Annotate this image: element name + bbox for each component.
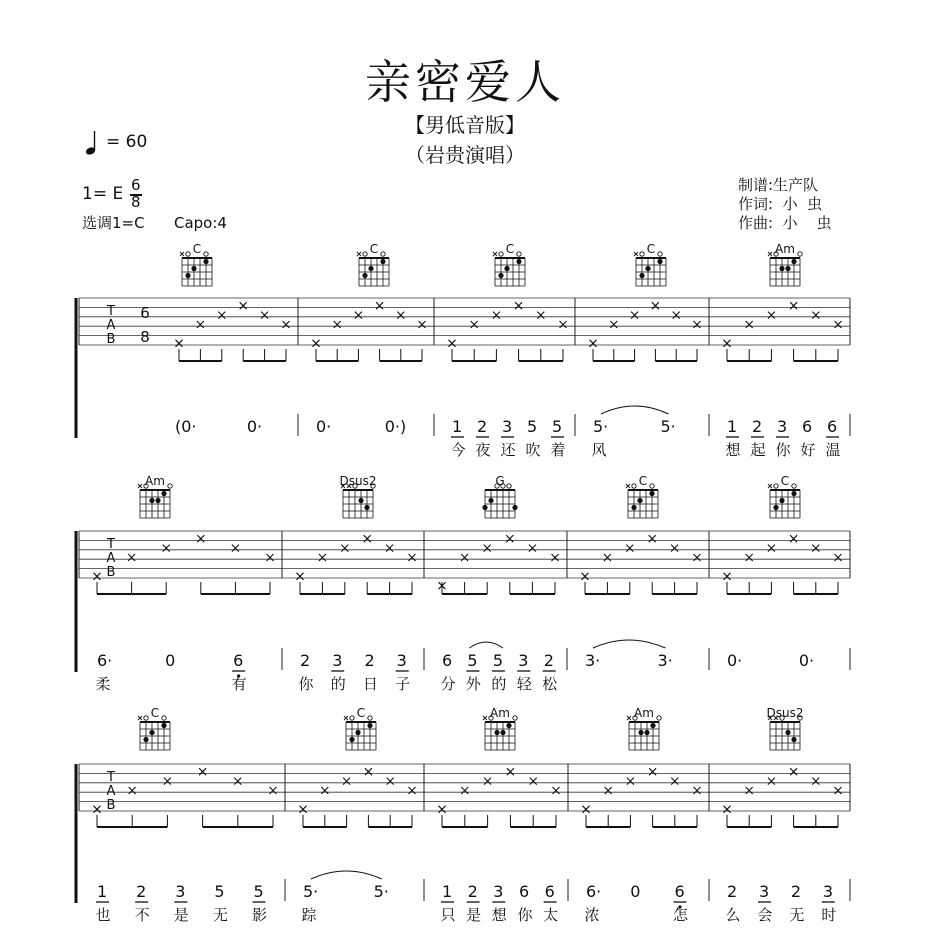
strum-mark <box>232 545 239 552</box>
strum-mark <box>343 778 350 785</box>
muted-string-mark <box>180 252 184 256</box>
chord-name: Dsus2 <box>339 474 377 488</box>
tie-arc <box>593 640 666 648</box>
strum-mark <box>300 806 307 813</box>
strum-mark <box>835 554 842 561</box>
strum-mark <box>530 778 537 785</box>
open-string-mark <box>350 716 354 720</box>
lyric-char: 想 <box>725 441 741 459</box>
tab-letter: T <box>107 537 115 552</box>
open-string-mark <box>363 252 367 256</box>
open-string-mark <box>517 252 521 256</box>
lyric-char: 有 <box>231 675 247 693</box>
credit-score: 制谱:生产队 <box>738 176 819 194</box>
lyric-char: 你 <box>298 675 314 693</box>
strum-mark <box>529 545 536 552</box>
jianpu-note: 3 <box>502 417 513 436</box>
finger-dot <box>349 737 354 742</box>
finger-dot <box>631 505 636 510</box>
version-subtitle: 【男低音版】 <box>405 113 525 137</box>
jianpu-note: 5 <box>492 651 504 670</box>
strum-mark <box>605 787 612 794</box>
strum-mark <box>164 778 171 785</box>
jianpu-note: 3 <box>518 651 529 670</box>
jianpu-note: 5· <box>660 417 676 436</box>
strum-mark <box>610 321 617 328</box>
strum-mark <box>627 778 634 785</box>
slur-arc <box>469 642 502 648</box>
strum-mark <box>234 778 241 785</box>
lyric-char: 吹 <box>525 441 541 459</box>
open-string-mark <box>144 716 148 720</box>
open-string-mark <box>640 252 644 256</box>
lyric-char: 外 <box>465 675 481 693</box>
jianpu-note: 6 <box>233 651 244 670</box>
strum-mark <box>506 535 513 542</box>
strum-mark <box>835 321 842 328</box>
jianpu-note: 3· <box>657 651 673 670</box>
finger-dot <box>149 498 154 503</box>
lyric-char: 只 <box>440 906 456 924</box>
lyric-char: 今 <box>450 441 466 459</box>
lyric-char: 无 <box>789 906 805 924</box>
muted-string-mark <box>626 484 630 488</box>
strum-mark <box>583 806 590 813</box>
finger-dot <box>791 491 796 496</box>
muted-string-mark <box>344 716 348 720</box>
chord-name: G <box>495 474 505 488</box>
tab-letter: B <box>106 798 116 813</box>
lyric-char: 柔 <box>95 675 111 693</box>
finger-dot <box>149 730 154 735</box>
finger-dot <box>779 266 784 271</box>
open-string-mark <box>499 252 503 256</box>
finger-dot <box>143 737 148 742</box>
jianpu-note: 5 <box>214 882 225 901</box>
jianpu-note: 2 <box>752 417 763 436</box>
strum-mark <box>461 787 468 794</box>
jianpu-note: 0·) <box>384 417 407 436</box>
finger-dot <box>161 723 166 728</box>
tab-letter: A <box>106 318 116 333</box>
jianpu-note: 3 <box>175 882 186 901</box>
tab-letter: T <box>107 304 115 319</box>
finger-dot <box>649 491 654 496</box>
strum-mark <box>283 321 290 328</box>
strum-mark <box>493 312 500 319</box>
song-title: 亲密爱人 <box>365 55 565 109</box>
finger-dot <box>185 273 190 278</box>
strum-mark <box>128 554 135 561</box>
muted-string-mark <box>493 252 497 256</box>
muted-string-mark <box>138 484 142 488</box>
finger-dot <box>773 505 778 510</box>
finger-dot <box>506 723 511 728</box>
finger-dot <box>191 266 196 271</box>
strum-mark <box>261 312 268 319</box>
strum-mark <box>604 554 611 561</box>
chord-name: C <box>192 242 202 256</box>
lyric-char: 分 <box>440 675 456 693</box>
tab-letter: B <box>106 332 116 347</box>
tuning-label: 选调1=C <box>82 214 145 232</box>
lyric-char: 风 <box>591 441 607 459</box>
strum-mark <box>94 573 101 580</box>
lyric-char: 子 <box>395 675 411 693</box>
open-string-mark <box>632 484 636 488</box>
strum-mark <box>449 340 456 347</box>
finger-dot <box>364 505 369 510</box>
strum-mark <box>240 302 247 309</box>
strum-mark <box>552 554 559 561</box>
jianpu-note: 6 <box>827 417 838 436</box>
strum-mark <box>560 321 567 328</box>
strum-mark <box>724 806 731 813</box>
strum-mark <box>671 778 678 785</box>
finger-dot <box>516 259 521 264</box>
chord-name: C <box>356 706 366 720</box>
finger-dot <box>645 266 650 271</box>
tab-letter: B <box>106 565 116 580</box>
finger-dot <box>155 498 160 503</box>
muted-string-mark <box>634 252 638 256</box>
finger-dot <box>494 730 499 735</box>
chord-name: Am <box>145 474 165 488</box>
lyric-char: 是 <box>466 906 482 924</box>
strum-mark <box>746 787 753 794</box>
strum-mark <box>631 312 638 319</box>
strum-mark <box>471 321 478 328</box>
finger-dot <box>785 730 790 735</box>
strum-mark <box>694 554 701 561</box>
finger-dot <box>779 498 784 503</box>
jianpu-note: 1 <box>442 882 453 901</box>
strum-mark <box>319 554 326 561</box>
capo-label: Capo:4 <box>174 214 227 232</box>
open-string-mark <box>657 716 661 720</box>
open-string-mark <box>650 484 654 488</box>
finger-dot <box>500 730 505 735</box>
lyric-char: 你 <box>517 906 533 924</box>
chord-name: Am <box>634 706 654 720</box>
finger-dot <box>637 498 642 503</box>
tab-time-sig-bottom: 8 <box>140 328 150 346</box>
strum-mark <box>376 302 383 309</box>
muted-string-mark <box>483 716 487 720</box>
finger-dot <box>380 259 385 264</box>
strum-mark <box>694 787 701 794</box>
strum-mark <box>163 545 170 552</box>
strum-mark <box>484 778 491 785</box>
strum-mark <box>724 340 731 347</box>
strum-mark <box>387 778 394 785</box>
strum-mark <box>768 545 775 552</box>
strum-mark <box>364 535 371 542</box>
muted-string-mark <box>138 716 142 720</box>
strum-mark <box>386 545 393 552</box>
jianpu-note: 3 <box>396 651 407 670</box>
chord-name: C <box>505 242 515 256</box>
jianpu-note: 1 <box>97 882 108 901</box>
finger-dot <box>362 273 367 278</box>
open-string-mark <box>162 716 166 720</box>
strum-mark <box>515 302 522 309</box>
jianpu-note: 2 <box>136 882 147 901</box>
jianpu-note: 6· <box>97 651 113 670</box>
jianpu-note: 3· <box>585 651 601 670</box>
jianpu-note: 0· <box>727 651 743 670</box>
strum-mark <box>768 312 775 319</box>
strum-mark <box>507 768 514 775</box>
open-string-mark <box>368 716 372 720</box>
strum-mark <box>790 535 797 542</box>
lyric-char: 浓 <box>584 906 600 924</box>
jianpu-note: 5 <box>467 651 478 670</box>
strum-mark <box>270 787 277 794</box>
strum-mark <box>649 768 656 775</box>
strum-mark <box>582 573 589 580</box>
tempo-label: = 60 <box>106 132 148 152</box>
jianpu-note: 3 <box>777 417 788 436</box>
strum-mark <box>812 545 819 552</box>
muted-string-mark <box>627 716 631 720</box>
finger-dot <box>791 259 796 264</box>
time-sig-bottom: 8 <box>131 193 141 211</box>
jianpu-note: 2 <box>467 882 478 901</box>
strum-mark <box>321 787 328 794</box>
strum-mark <box>197 535 204 542</box>
strum-mark <box>746 321 753 328</box>
finger-dot <box>657 259 662 264</box>
jianpu-note: 2 <box>727 882 738 901</box>
jianpu-note: 6 <box>802 417 813 436</box>
strum-mark <box>590 340 597 347</box>
strum-mark <box>626 545 633 552</box>
strum-mark <box>313 340 320 347</box>
strum-mark <box>218 312 225 319</box>
jianpu-note: 1 <box>452 417 463 436</box>
jianpu-note: 3 <box>758 882 770 901</box>
lyric-char: 无 <box>212 906 228 924</box>
strum-mark <box>812 778 819 785</box>
jianpu-note: (0· <box>175 417 197 436</box>
open-string-mark <box>204 252 208 256</box>
chord-name: C <box>646 242 656 256</box>
strum-mark <box>129 787 136 794</box>
lyric-char: 轻 <box>516 675 532 693</box>
finger-dot <box>498 273 503 278</box>
jianpu-note: 0 <box>630 882 641 901</box>
jianpu-note: 0· <box>246 417 263 436</box>
finger-dot <box>644 730 649 735</box>
finger-dot <box>488 498 493 503</box>
open-string-mark <box>798 252 802 256</box>
finger-dot <box>638 730 643 735</box>
jianpu-note: 6· <box>586 882 602 901</box>
jianpu-note: 2 <box>790 882 802 901</box>
lyric-char: 踪 <box>301 906 317 924</box>
strum-mark <box>461 554 468 561</box>
jianpu-note: 5· <box>373 882 389 901</box>
jianpu-note: 0· <box>798 651 815 670</box>
finger-dot <box>785 266 790 271</box>
jianpu-note: 2 <box>543 651 554 670</box>
lyric-char: 着 <box>550 441 566 459</box>
lyric-char: 想 <box>491 906 507 924</box>
strum-mark <box>439 806 446 813</box>
open-string-mark <box>513 716 517 720</box>
lyric-char: 起 <box>750 441 766 459</box>
chord-name: Dsus2 <box>766 706 804 720</box>
strum-mark <box>835 787 842 794</box>
finger-dot <box>355 730 360 735</box>
finger-dot <box>368 266 373 271</box>
finger-dot <box>791 737 796 742</box>
jianpu-note: 1 <box>727 417 738 436</box>
lyric-char: 你 <box>775 441 791 459</box>
jianpu-note: 3 <box>822 882 834 901</box>
muted-string-mark <box>768 484 772 488</box>
open-string-mark <box>168 484 172 488</box>
lyric-char: 日 <box>362 675 378 693</box>
jianpu-note: 3 <box>332 651 343 670</box>
lyric-char: 温 <box>825 441 841 459</box>
finger-dot <box>639 273 644 278</box>
open-string-mark <box>186 252 190 256</box>
strum-mark <box>409 554 416 561</box>
jianpu-note: 2 <box>364 651 375 670</box>
muted-string-mark <box>768 252 772 256</box>
strum-mark <box>355 312 362 319</box>
time-sig-top: 6 <box>131 176 141 194</box>
strum-mark <box>790 768 797 775</box>
open-string-mark <box>658 252 662 256</box>
finger-dot <box>482 505 487 510</box>
jianpu-note: 6 <box>544 882 555 901</box>
lyric-char: 太 <box>543 906 559 924</box>
key-label: 1= E <box>82 184 124 204</box>
tie-arc <box>601 406 669 414</box>
strum-mark <box>724 573 731 580</box>
strum-mark <box>419 321 426 328</box>
lyric-char: 不 <box>134 906 150 924</box>
open-string-mark <box>774 484 778 488</box>
strum-mark <box>694 321 701 328</box>
jianpu-note: 2 <box>300 651 311 670</box>
jianpu-note: 5 <box>552 417 563 436</box>
strum-mark <box>397 312 404 319</box>
finger-dot <box>650 723 655 728</box>
lyric-char: 的 <box>491 675 507 693</box>
strum-mark <box>790 302 797 309</box>
strum-mark <box>341 545 348 552</box>
lyric-char: 好 <box>800 441 816 459</box>
strum-mark <box>746 554 753 561</box>
open-string-mark <box>507 484 511 488</box>
jianpu-note: 5· <box>303 882 319 901</box>
strum-mark <box>484 545 491 552</box>
finger-dot <box>367 723 372 728</box>
open-string-mark <box>381 252 385 256</box>
jianpu-note: 0· <box>316 417 332 436</box>
strum-mark <box>652 302 659 309</box>
strum-mark <box>197 321 204 328</box>
strum-mark <box>94 806 101 813</box>
lyric-char: 会 <box>757 906 773 924</box>
strum-mark <box>537 312 544 319</box>
jianpu-note: 5· <box>593 417 609 436</box>
lyric-char: 也 <box>95 906 111 924</box>
strum-mark <box>553 787 560 794</box>
finger-dot <box>512 505 517 510</box>
chord-name: C <box>369 242 379 256</box>
tie-arc <box>311 871 382 879</box>
lyric-char: 的 <box>330 675 346 693</box>
muted-string-mark <box>357 252 361 256</box>
lyric-char: 怎 <box>672 906 688 924</box>
jianpu-note: 6 <box>518 882 530 901</box>
jianpu-note: 3 <box>493 882 504 901</box>
strum-mark <box>768 778 775 785</box>
strum-mark <box>199 768 206 775</box>
finger-dot <box>504 266 509 271</box>
tab-letter: A <box>106 551 116 566</box>
chord-name: Am <box>490 706 510 720</box>
lyric-char: 松 <box>542 675 558 693</box>
lyric-char: 么 <box>725 906 741 924</box>
jianpu-note: 6 <box>674 882 685 901</box>
strum-mark <box>334 321 341 328</box>
credit-music: 作曲: 小 虫 <box>738 214 832 232</box>
strum-mark <box>297 573 304 580</box>
lyric-char: 影 <box>252 906 268 924</box>
strum-mark <box>365 768 372 775</box>
chord-name: C <box>780 474 790 488</box>
lyric-char: 夜 <box>475 441 491 459</box>
tab-letter: T <box>107 770 115 785</box>
strum-mark <box>812 312 819 319</box>
lyric-char: 还 <box>500 441 516 459</box>
strum-mark <box>409 787 416 794</box>
lyric-char: 时 <box>821 906 837 924</box>
strum-mark <box>176 340 183 347</box>
lyric-char: 是 <box>173 906 189 924</box>
open-string-mark <box>792 484 796 488</box>
finger-dot <box>161 491 166 496</box>
tab-time-sig-top: 6 <box>140 304 150 322</box>
jianpu-note: 5 <box>253 882 264 901</box>
finger-dot <box>358 498 363 503</box>
jianpu-note: 0 <box>165 651 176 670</box>
chord-name: Am <box>775 242 795 256</box>
jianpu-note: 6 <box>442 651 453 670</box>
jianpu-note: 2 <box>477 417 488 436</box>
strum-mark <box>673 312 680 319</box>
strum-mark <box>671 545 678 552</box>
singer-credit: （岩贵演唱） <box>405 143 525 167</box>
finger-dot <box>203 259 208 264</box>
credit-lyrics: 作词: 小 虫 <box>738 195 823 213</box>
jianpu-note: 5 <box>527 417 538 436</box>
strum-mark <box>267 554 274 561</box>
chord-name: C <box>150 706 160 720</box>
tab-letter: A <box>106 784 116 799</box>
strum-mark <box>649 535 656 542</box>
chord-name: C <box>638 474 648 488</box>
